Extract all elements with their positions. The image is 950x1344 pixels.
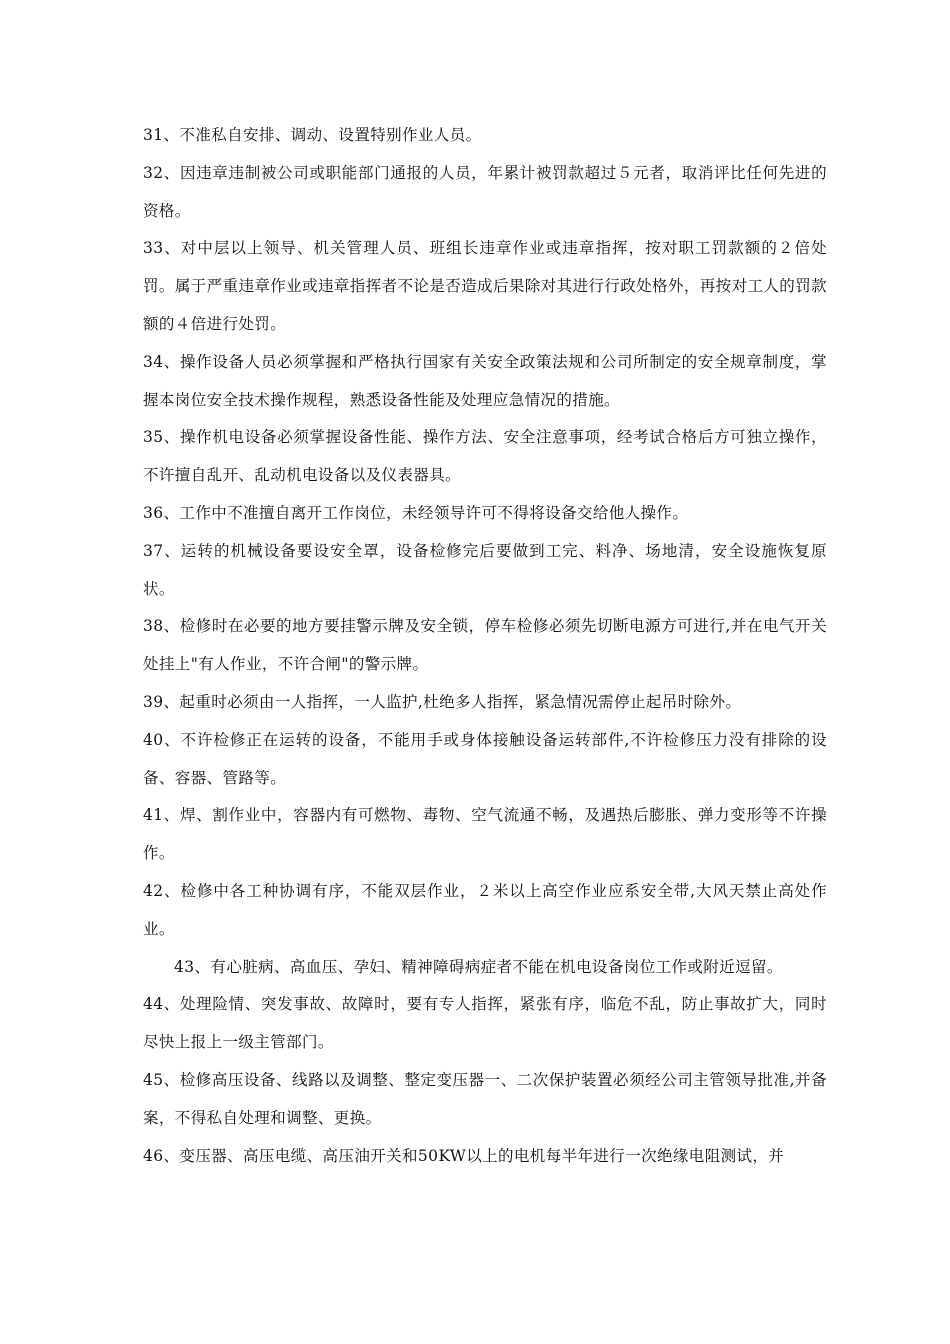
rule-43: 43、有心脏病、高血压、孕妇、精神障碍病症者不能在机电设备岗位工作或附近逗留。 xyxy=(174,957,783,976)
rule-39: 39、起重时必须由一人指挥，一人监护,杜绝多人指挥，紧急情况需停止起吊时除外。 xyxy=(143,692,742,711)
rule-45: 45、检修高压设备、线路以及调整、整定变压器一、二次保护装置必须经公司主管领导批准,并备案，不得私自处理和调整、更换。 xyxy=(143,1070,827,1127)
document-body xyxy=(143,117,827,1175)
rule-44: 44、处理险情、突发事故、故障时，要有专人指挥，紧张有序，临危不乱，防止事故扩大，同时尽快上报上一级主管部门。 xyxy=(143,995,827,1052)
rule-46: 46、变压器、高压电缆、高压油开关和50KW以上的电机每半年进行一次绝缘电阻测试，并 xyxy=(143,1146,785,1165)
rule-36: 36、工作中不准擅自离开工作岗位，未经领导许可不得将设备交给他人操作。 xyxy=(143,503,689,522)
rule-42: 42、检修中各工种协调有序，不能双层作业，２米以上高空作业应系安全带,大风天禁止高处作业。 xyxy=(143,881,827,938)
rule-34: 34、操作设备人员必须掌握和严格执行国家有关安全政策法规和公司所制定的安全规章制度，掌握本岗位安全技术操作规程，熟悉设备性能及处理应急情况的措施。 xyxy=(143,352,827,409)
rule-32: 32、因违章违制被公司或职能部门通报的人员，年累计被罚款超过５元者，取消评比任何先进的资格。 xyxy=(143,163,827,220)
rule-31: 31、不准私自安排、调动、设置特别作业人员。 xyxy=(143,126,482,144)
rule-38: 38、检修时在必要的地方要挂警示牌及安全锁，停车检修必须先切断电源方可进行,并在电气开关处挂上"有人作业，不许合闸"的警示牌。 xyxy=(143,617,827,674)
rule-37: 37、运转的机械设备要设安全罩，设备检修完后要做到工完、料净、场地清，安全设施恢复原状。 xyxy=(143,541,827,598)
rule-35: 35、操作机电设备必须掌握设备性能、操作方法、安全注意事项，经考试合格后方可独立操作，不许擅自乱开、乱动机电设备以及仪表器具。 xyxy=(143,428,827,485)
rule-41: 41、焊、割作业中，容器内有可燃物、毒物、空气流通不畅，及遇热后膨胀、弹力变形等不许操作。 xyxy=(143,806,827,863)
rule-33: 33、对中层以上领导、机关管理人员、班组长违章作业或违章指挥，按对职工罚款额的２倍处罚。属于严重违章作业或违章指挥者不论是否造成后果除对其进行行政处格外，再按对工人的罚款额的４倍进行处罚。 xyxy=(143,239,827,333)
rule-40: 40、不许检修正在运转的设备，不能用手或身体接触设备运转部件,不许检修压力没有排除的设备、容器、管路等。 xyxy=(143,730,827,787)
